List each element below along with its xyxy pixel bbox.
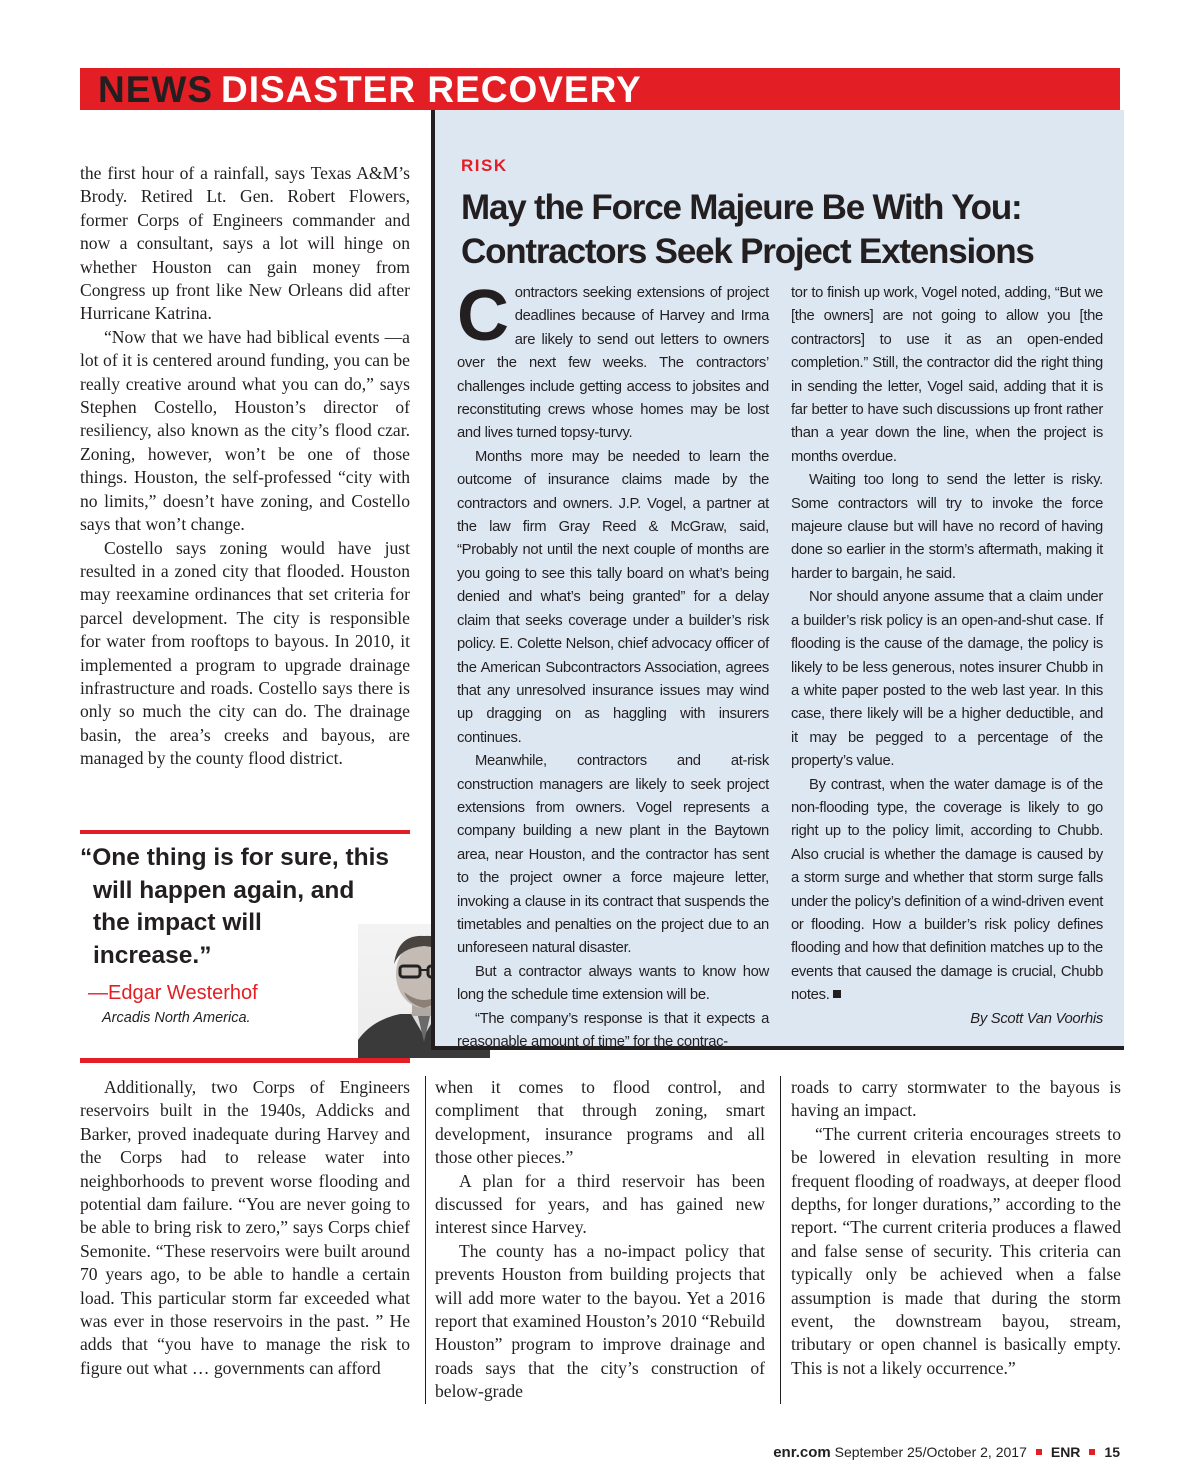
sidebar-column-1 bbox=[457, 276, 769, 1054]
risk-sidebar-box bbox=[431, 110, 1124, 1050]
paragraph: Waiting too long to send the letter is risky. Some contractors will try to invoke the force majeure clause but will have no record of having done so earlier in the storm’s aftermath, making it harder to bargain, he said. bbox=[791, 472, 1103, 582]
pull-quote-bottom-rule bbox=[80, 1058, 410, 1063]
quote-attribution-org: Arcadis North America. bbox=[102, 1010, 251, 1026]
footer-magazine: ENR bbox=[1050, 1444, 1081, 1460]
paragraph: the first hour of a rainfall, says Texas A&M’s Brody. Retired Lt. Gen. Robert Flowers, former Corps of Engineers commander and now a consultant, says a lot will hinge on whether Houston can gain money from Congress up front like New Orleans did after Hurricane Katrina. bbox=[80, 163, 410, 324]
page-footer bbox=[600, 1444, 1120, 1461]
pull-quote bbox=[80, 830, 410, 1064]
paragraph: The county has a no-impact policy that prevents Houston from building projects that will add more water to the bayou. Yet a 2016 report that examined Houston’s 2010 “Rebuild Houston” program to improve drainage and roads says that the city’s construction of below-grade bbox=[435, 1240, 765, 1402]
news-label: NEWS bbox=[98, 69, 213, 110]
separator-square-icon bbox=[1036, 1449, 1042, 1455]
pull-quote-line: increase.” bbox=[93, 941, 212, 969]
drop-cap: C bbox=[457, 276, 509, 356]
paragraph: roads to carry stormwater to the bayous is having an impact. bbox=[791, 1077, 1121, 1121]
footer-site: enr.com bbox=[773, 1444, 831, 1461]
paragraph: But a contractor always wants to know how long the schedule time extension will be. bbox=[457, 963, 769, 1004]
page-number: 15 bbox=[1104, 1444, 1120, 1460]
paragraph-text: ontractors seeking extensions of project deadlines because of Harvey and Irma are likely to send out letters to owners over the next few weeks. The contractors’ challenges include getting access to jobsites and reconstituting crews whose homes may be lost and lives turned topsy-turvy. bbox=[457, 285, 769, 442]
paragraph bbox=[791, 774, 1103, 1008]
paragraph: “The company’s response is that it expects a reasonable amount of time” for the contrac- bbox=[457, 1010, 769, 1050]
paragraph: “Now that we have had biblical events —a lot of it is centered around funding, you can be really creative around what you can do,” says Stephen Costello, Houston’s director of resiliency, also known as the city’s flood czar. Zoning, however, won’t be one of those things. Houston, the self-professed “city with no limits,” doesn’t have zoning, and Costello says that won’t change. bbox=[80, 326, 410, 535]
pull-quote-line: “One thing is for sure, this bbox=[80, 844, 390, 871]
pull-quote-line: the impact will bbox=[93, 909, 262, 936]
quote-attribution-name: —Edgar Westerhof bbox=[88, 982, 258, 1004]
headline-line: May the Force Majeure Be With You: bbox=[461, 188, 1022, 227]
paragraph: Months more may be needed to learn the outcome of insurance claims made by the contractors and owners. J.P. Vogel, a partner at the law firm Gray Reed & McGraw, said, “Probably not until the next couple of months are you going to see this tally board on what’s being denied and what’s being granted” for a delay claim that seeks coverage under a builder’s risk policy. E. Colette Nelson, chief advocacy officer of the American Subcontractors Association, agrees that any unresolved insurance issues may wind up dragging on as haggling with insurers continues. bbox=[457, 448, 769, 746]
paragraph: Meanwhile, contractors and at-risk construction managers are likely to seek project extensions from owners. Vogel represents a company building a new plant in the Baytown area, near Houston, and the contractor has sent to the project owner a force majeure letter, invoking a clause in its contract that suspends the timetables and penalties on the project due to an unforeseen natural disaster. bbox=[457, 753, 769, 957]
paragraph: tor to finish up work, Vogel noted, adding, “But we [the owners] are not going to allow you [the contractors] to use it as an open-ended completion.” Still, the contractor did the right thing in sending the letter, Vogel said, adding that it is far better to have such discussions up front rather than a year down the line, when the project is months overdue. bbox=[791, 285, 1103, 465]
article-column-left-top bbox=[80, 162, 410, 771]
paragraph: Nor should anyone assume that a claim under a builder’s risk policy is an open-and-shut case. If flooding is the cause of the damage, the policy is likely to be less generous, notes insurer Chubb in a white paper posted to the web last year. In this case, there likely will be a higher deductible, and it may be pegged to a percentage of the property’s value. bbox=[791, 589, 1103, 770]
separator-square-icon bbox=[1089, 1449, 1095, 1455]
sidebar-kicker: RISK bbox=[461, 156, 508, 175]
pull-quote-line: will happen again, and bbox=[93, 876, 355, 904]
paragraph bbox=[457, 276, 769, 446]
paragraph-text: By contrast, when the water damage is of the non-flooding type, the coverage is likely to go right up to the policy limit, according to Chubb. Also crucial is whether the damage is caused by a storm surge and whether that storm surge falls under the policy’s definition of a wind-driven event or flooding. How a builder’s risk policy defines flooding and how that definition matches up to the events that caused the damage is crucial, Chubb notes. bbox=[791, 776, 1103, 1004]
sidebar-column-2 bbox=[791, 282, 1103, 1031]
section-title: DISASTER RECOVERY bbox=[221, 69, 642, 110]
pull-quote-top-rule bbox=[80, 830, 410, 834]
sidebar-headline bbox=[461, 186, 1101, 274]
paragraph: A plan for a third reservoir has been discussed for years, and has gained new interest since Harvey. bbox=[435, 1170, 765, 1238]
byline: By Scott Van Voorhis bbox=[970, 1010, 1103, 1027]
pull-quote-text bbox=[80, 842, 410, 972]
paragraph: when it comes to flood control, and compliment that through zoning, smart development, insurance programs and all those other pieces.” bbox=[435, 1077, 765, 1168]
section-banner bbox=[80, 68, 1120, 110]
paragraph: Additionally, two Corps of Engineers reservoirs built in the 1940s, Addicks and Barker, proved inadequate during Harvey and the Corps had to release water into neighborhoods to prevent worse flooding and potential dam failure. “You are never going to be able to bring risk to zero,” says Corps chief Semonite. “These reservoirs were built around 70 years ago, to be able to handle a certain load. This particular storm far exceeded what was ever in those reservoirs in the past. ” He adds that “you have to manage the risk to figure out what … governments can afford bbox=[80, 1077, 410, 1378]
article-column-left-bottom bbox=[80, 1076, 410, 1380]
end-mark-icon bbox=[833, 990, 841, 998]
column-divider bbox=[425, 1076, 426, 1404]
paragraph: “The current criteria encourages streets to be lowered in elevation resulting in more frequent flooding of roadways, at deeper flood depths, for longer durations,” according to the report. “The current criteria produces a flawed and false sense of security. This criteria can typically only be achieved when a false assumption is made that during the storm event, the downstream bayou, stream, tributary or open channel is basically empty. This is not a likely occurrence.” bbox=[791, 1123, 1121, 1378]
paragraph: Costello says zoning would have just resulted in a zoned city that flooded. Houston may reexamine ordinances that set criteria for parcel development. The city is responsible for water from rooftops to bayous. In 2010, it implemented a program to upgrade drainage infrastructure and roads. Costello says there is only so much the city can do. The drainage basin, the area’s creeks and bayous, are managed by the county flood district. bbox=[80, 537, 410, 769]
article-column-middle-bottom bbox=[435, 1076, 765, 1404]
footer-date: September 25/October 2, 2017 bbox=[834, 1444, 1027, 1460]
headline-line: Contractors Seek Project Extensions bbox=[461, 232, 1034, 271]
article-column-right-bottom bbox=[791, 1076, 1121, 1380]
column-divider bbox=[780, 1076, 781, 1404]
